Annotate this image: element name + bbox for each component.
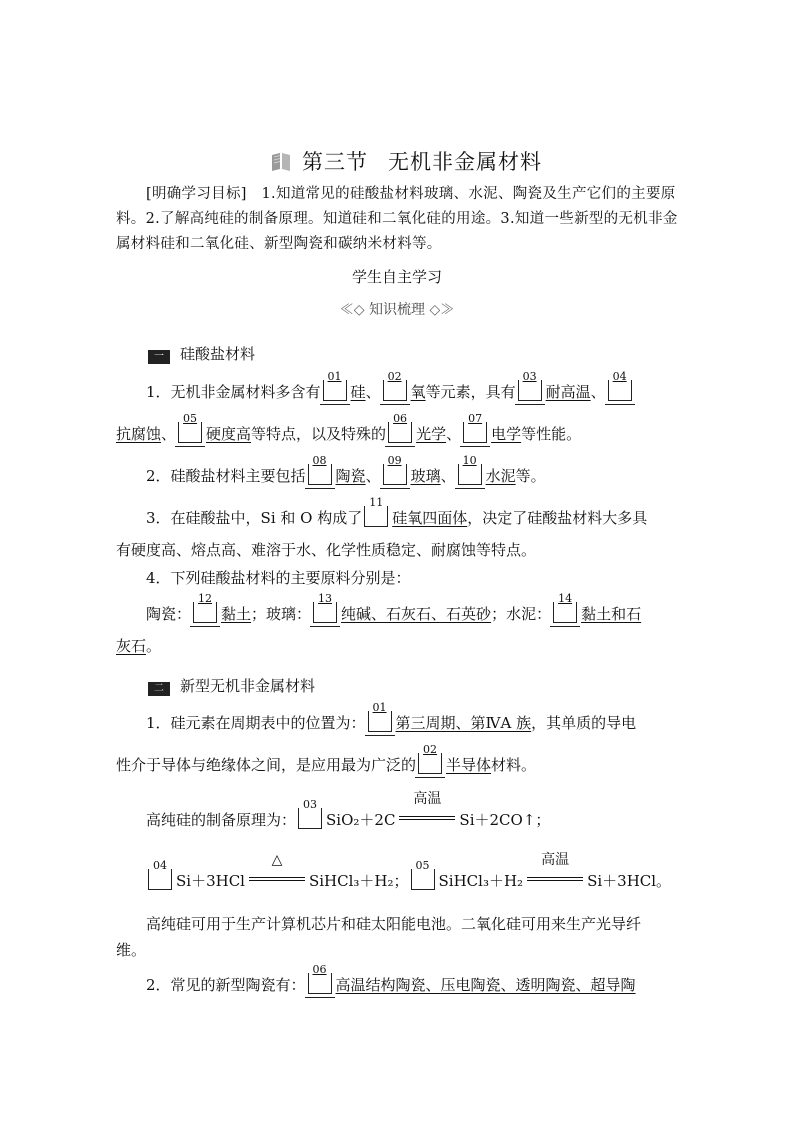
paragraph-1-5: 陶瓷： 12 黏土；玻璃： 13 纯碱、石灰石、石英砂；水泥： 14 黏土和石 (146, 602, 641, 627)
paragraph-1-1b: 抗腐蚀、 05 硬度高等特点，以及特殊的 06 光学、 07 电学等性能。 (116, 422, 581, 447)
paragraph-1-4: 4．下列硅酸盐材料的主要原料分别是： (146, 569, 411, 587)
blank-box: 03 (518, 380, 542, 401)
blank-box: 06 (308, 973, 332, 994)
blank-box: 04 (148, 869, 172, 890)
blank-box: 01 (368, 711, 392, 732)
reaction-condition: △ (249, 868, 305, 888)
study-heading: 学生自主学习 (351, 268, 442, 286)
paragraph-1-3b: 有硬度高、熔点高、难溶于水、化学性质稳定、耐腐蚀等特点。 (116, 541, 537, 559)
diamond-left-icon: ≪◇ (339, 302, 365, 318)
blank-box: 05 (178, 422, 202, 443)
blank-box: 13 (313, 602, 337, 623)
reaction-condition: 高温 (527, 868, 583, 888)
blank-box: 04 (608, 380, 632, 401)
blank-box: 14 (553, 602, 577, 623)
paragraph-1-1: 1．无机非金属材料多含有 01 硅、 02 氧等元素，具有 03 耐高温、 04 (146, 380, 636, 405)
section-heading-1: 一 硅酸盐材料 (148, 343, 255, 364)
paragraph-2-2: 2．常见的新型陶瓷有： 06 高温结构陶瓷、压电陶瓷、透明陶瓷、超导陶 (146, 973, 636, 998)
prep-equation-1: 高纯硅的制备原理为： 03 SiO₂＋2C 高温 Si＋2CO↑； (146, 791, 551, 829)
page-title (270, 146, 542, 176)
blank-box: 03 (298, 808, 322, 829)
blank-box: 12 (193, 602, 217, 623)
blank-box: 07 (463, 422, 487, 443)
section-name: 无机非金属材料 (388, 150, 542, 174)
paragraph-2-uses-b: 维。 (116, 941, 147, 959)
paragraph-1-5b: 灰石。 (116, 637, 162, 655)
reaction-condition: 高温 (399, 807, 455, 827)
paragraph-2-1b: 性介于导体与绝缘体之间，是应用最为广泛的 02 半导体材料。 (116, 753, 536, 778)
section-one-icon: 一 (148, 350, 170, 364)
blank-box: 02 (418, 753, 442, 774)
section-heading-2: 二 新型无机非金属材料 (148, 675, 315, 696)
blank-box: 11 (364, 506, 388, 527)
blank-box: 08 (308, 464, 332, 485)
blank-box: 06 (388, 422, 412, 443)
knowledge-subheading: ≪◇ 知识梳理 ◇≫ (339, 302, 455, 318)
paragraph-1-3: 3．在硅酸盐中，Si 和 O 构成了 11 硅氧四面体，决定了硅酸盐材料大多具 (146, 496, 648, 527)
diamond-right-icon: ◇≫ (429, 302, 455, 318)
section-two-icon: 二 (148, 682, 170, 696)
prep-equation-2: 04 Si＋3HCl △ SiHCl₃＋H₂； 05 SiHCl₃＋H₂ 高温 Si＋3HCl。 (146, 868, 671, 894)
paragraph-1-2: 2．硅酸盐材料主要包括 08 陶瓷、 09 玻璃、 10 水泥等。 (146, 464, 546, 489)
blank-box: 10 (458, 464, 482, 485)
book-icon (270, 151, 292, 171)
learning-goals: [明确学习目标] 1.知道常见的硅酸盐材料玻璃、水泥、陶瓷及生产它们的主要原料。2.了解高纯硅的制备原理。知道硅和二氧化硅的用途。3.知道一些新型的无机非金属材料硅和二氧化硅、新型陶瓷和碳纳米材料等。 (116, 186, 678, 252)
blank-box: 01 (323, 380, 347, 401)
blank-box: 09 (383, 464, 407, 485)
section-number: 第三节 (302, 150, 368, 174)
paragraph-2-1: 1．硅元素在周期表中的位置为： 01 第三周期、第ⅣA 族，其单质的导电 (146, 711, 636, 736)
blank-box: 05 (411, 869, 435, 890)
paragraph-2-uses: 高纯硅可用于生产计算机芯片和硅太阳能电池。二氧化硅可用来生产光导纤 (146, 915, 642, 933)
blank-box: 02 (383, 380, 407, 401)
